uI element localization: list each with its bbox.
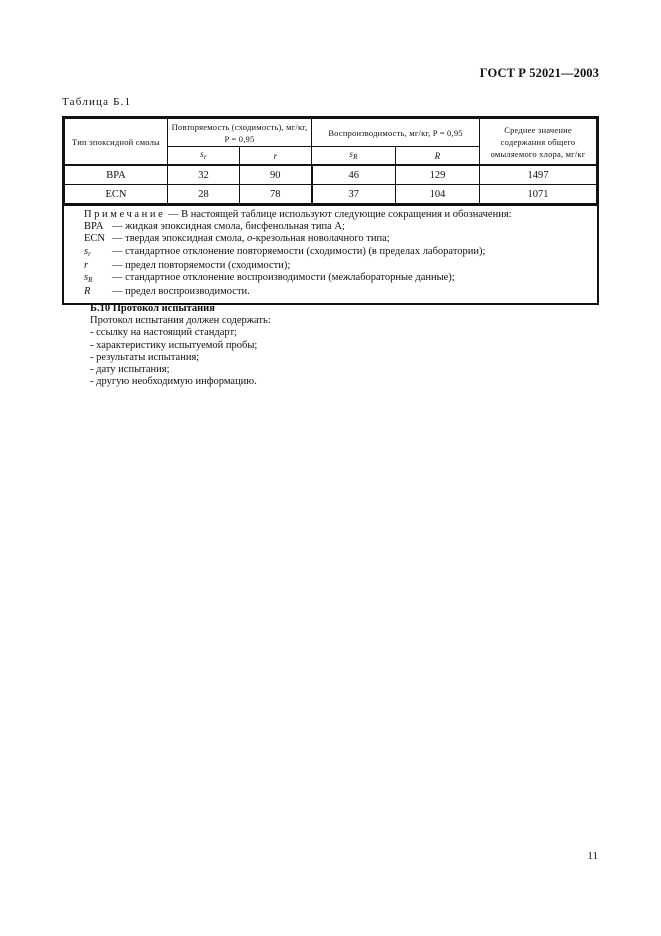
abbreviation-item: $s_r$ — стандартное отклонение повторяемости (сходимости) (в пределах лаборатории); [84, 245, 486, 258]
cell-r: 78 [240, 185, 312, 204]
subheader-R: R [396, 147, 480, 166]
table-row [65, 165, 597, 185]
header-mean-chlorine: Среднее значение содержания общего омыляемого хлора, мг/кг [480, 119, 597, 166]
header-resin-type: Тип эпоксидной смолы [65, 119, 168, 166]
page-number: 11 [587, 850, 598, 862]
table-caption: Таблица Б.1 [62, 96, 132, 108]
header-repeatability: Повторяемость (сходимость), мг/кг, P = 0,95 [168, 119, 312, 147]
abbreviation-item: ECN — твердая эпоксидная смола, о-крезольная новолачного типа; [84, 233, 390, 245]
cell-sR: 46 [312, 165, 396, 185]
cell-mean: 1071 [480, 185, 597, 204]
list-item: - ссылку на настоящий стандарт; [90, 327, 271, 339]
cell-type: ECN [65, 185, 168, 204]
test-report-section [90, 303, 271, 388]
table-row [65, 185, 597, 204]
subheader-sr: $s_r$ [168, 147, 240, 166]
cell-mean: 1497 [480, 165, 597, 185]
header-reproducibility: Воспроизводимость, мг/кг, P = 0,95 [312, 119, 480, 147]
abbreviation-item: $s_R$ — стандартное отклонение воспроизводимости (межлабораторные данные); [84, 272, 455, 285]
abbreviation-item: BPA — жидкая эпоксидная смола, бисфенольная типа А; [84, 221, 345, 233]
list-item: - другую необходимую информацию. [90, 376, 271, 388]
cell-sR: 37 [312, 185, 396, 204]
precision-table [62, 116, 599, 305]
section-title: Б.10 Протокол испытания [90, 303, 215, 314]
list-item: - дату испытания; [90, 364, 271, 376]
cell-type: BPA [65, 165, 168, 185]
abbreviation-item: R — предел воспроизводимости. [84, 286, 250, 298]
cell-sr: 32 [168, 165, 240, 185]
abbreviation-item: r — предел повторяемости (сходимости); [84, 259, 291, 271]
cell-r: 90 [240, 165, 312, 185]
cell-sr: 28 [168, 185, 240, 204]
subheader-sR: $s_R$ [312, 147, 396, 166]
cell-R: 104 [396, 185, 480, 204]
note-intro: Примечание — В настоящей таблице используют следующие сокращения и обозначения: [84, 209, 512, 220]
table-notes [64, 204, 597, 303]
report-contents-list [90, 327, 271, 388]
subheader-r: r [240, 147, 312, 166]
cell-R: 129 [396, 165, 480, 185]
list-item: - характеристику испытуемой пробы; [90, 340, 271, 352]
document-code: ГОСТ Р 52021—2003 [479, 66, 599, 80]
list-item: - результаты испытания; [90, 352, 271, 364]
section-intro: Протокол испытания должен содержать: [90, 315, 271, 327]
